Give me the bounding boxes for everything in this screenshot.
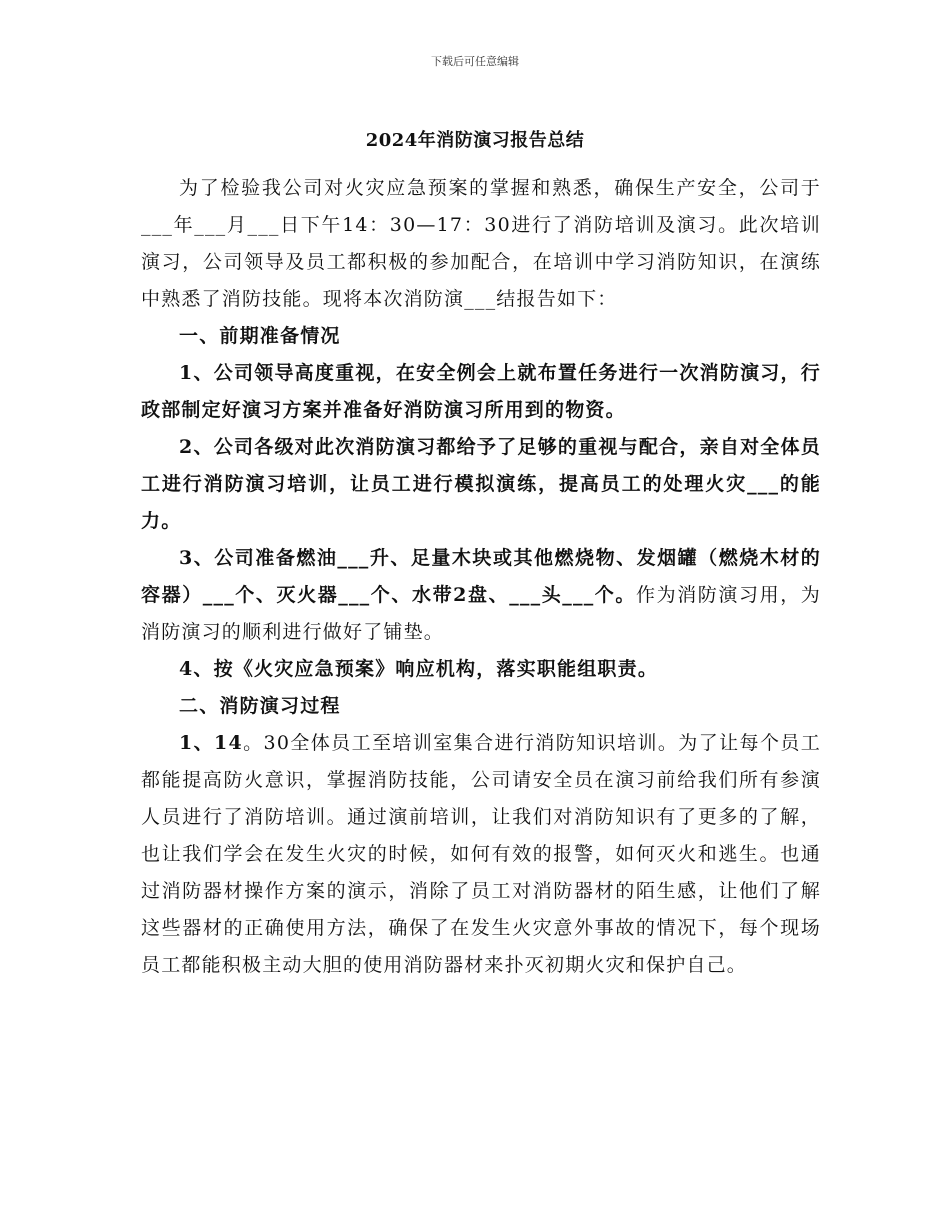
paragraph-intro: 为了检验我公司对火灾应急预案的掌握和熟悉，确保生产安全，公司于___年___月___日下午14：30—17：30进行了消防培训及演习。此次培训演习，公司领导及员工都积极的参加配合，在培训中学习消防知识，在演练中熟悉了消防技能。现将本次消防演___结报告如下： [141,177,821,310]
paragraph-process-1-normal: 。30全体员工至培训室集合进行消防知识培训。为了让每个员工都能提高防火意识，掌握消防技能，公司请安全员在演习前给我们所有参演人员进行了消防培训。通过演前培训，让我们对消防知识有了更多的了解，也让我们学会在发生火灾的时候，如何有效的报警，如何灭火和逃生。也通过消防器材操作方案的演示，消除了员工对消防器材的陌生感，让他们了解这些器材的正确使用方法，确保了在发生火灾意外事故的情况下，每个现场员工都能积极主动大胆的使用消防器材来扑灭初期火灾和保护自己。 [141,732,821,976]
paragraph-prep-1: 1、公司领导高度重视，在安全例会上就布置任务进行一次消防演习，行政部制定好演习方案并准备好消防演习所用到的物资。 [141,362,821,421]
section-heading-preparation: 一、前期准备情况 [179,325,341,347]
paragraph-process-1 [141,725,821,984]
document-title: 2024年消防演习报告总结 [365,130,585,151]
header-note: 下载后可任意编辑 [431,55,519,68]
paragraph-prep-3-normal: 作为消防演习用，为消防演习的顺利进行做好了铺垫。 [141,584,821,643]
section-heading-process: 二、消防演习过程 [179,695,341,717]
paragraph-process-1-bold: 1、14 [179,732,243,754]
paragraph-prep-4: 4、按《火灾应急预案》响应机构，落实职能组职责。 [179,658,659,680]
paragraph-prep-3 [141,540,821,651]
paragraph-prep-2: 2、公司各级对此次消防演习都给予了足够的重视与配合，亲自对全体员工进行消防演习培训，让员工进行模拟演练，提高员工的处理火灾___的能力。 [141,436,821,532]
paragraph-prep-3-bold: 3、公司准备燃油___升、足量木块或其他燃烧物、发烟罐（燃烧木材的容器）___个、灭火器___个、水带2盘、___头___个。 [141,547,821,606]
document-body [141,170,821,984]
